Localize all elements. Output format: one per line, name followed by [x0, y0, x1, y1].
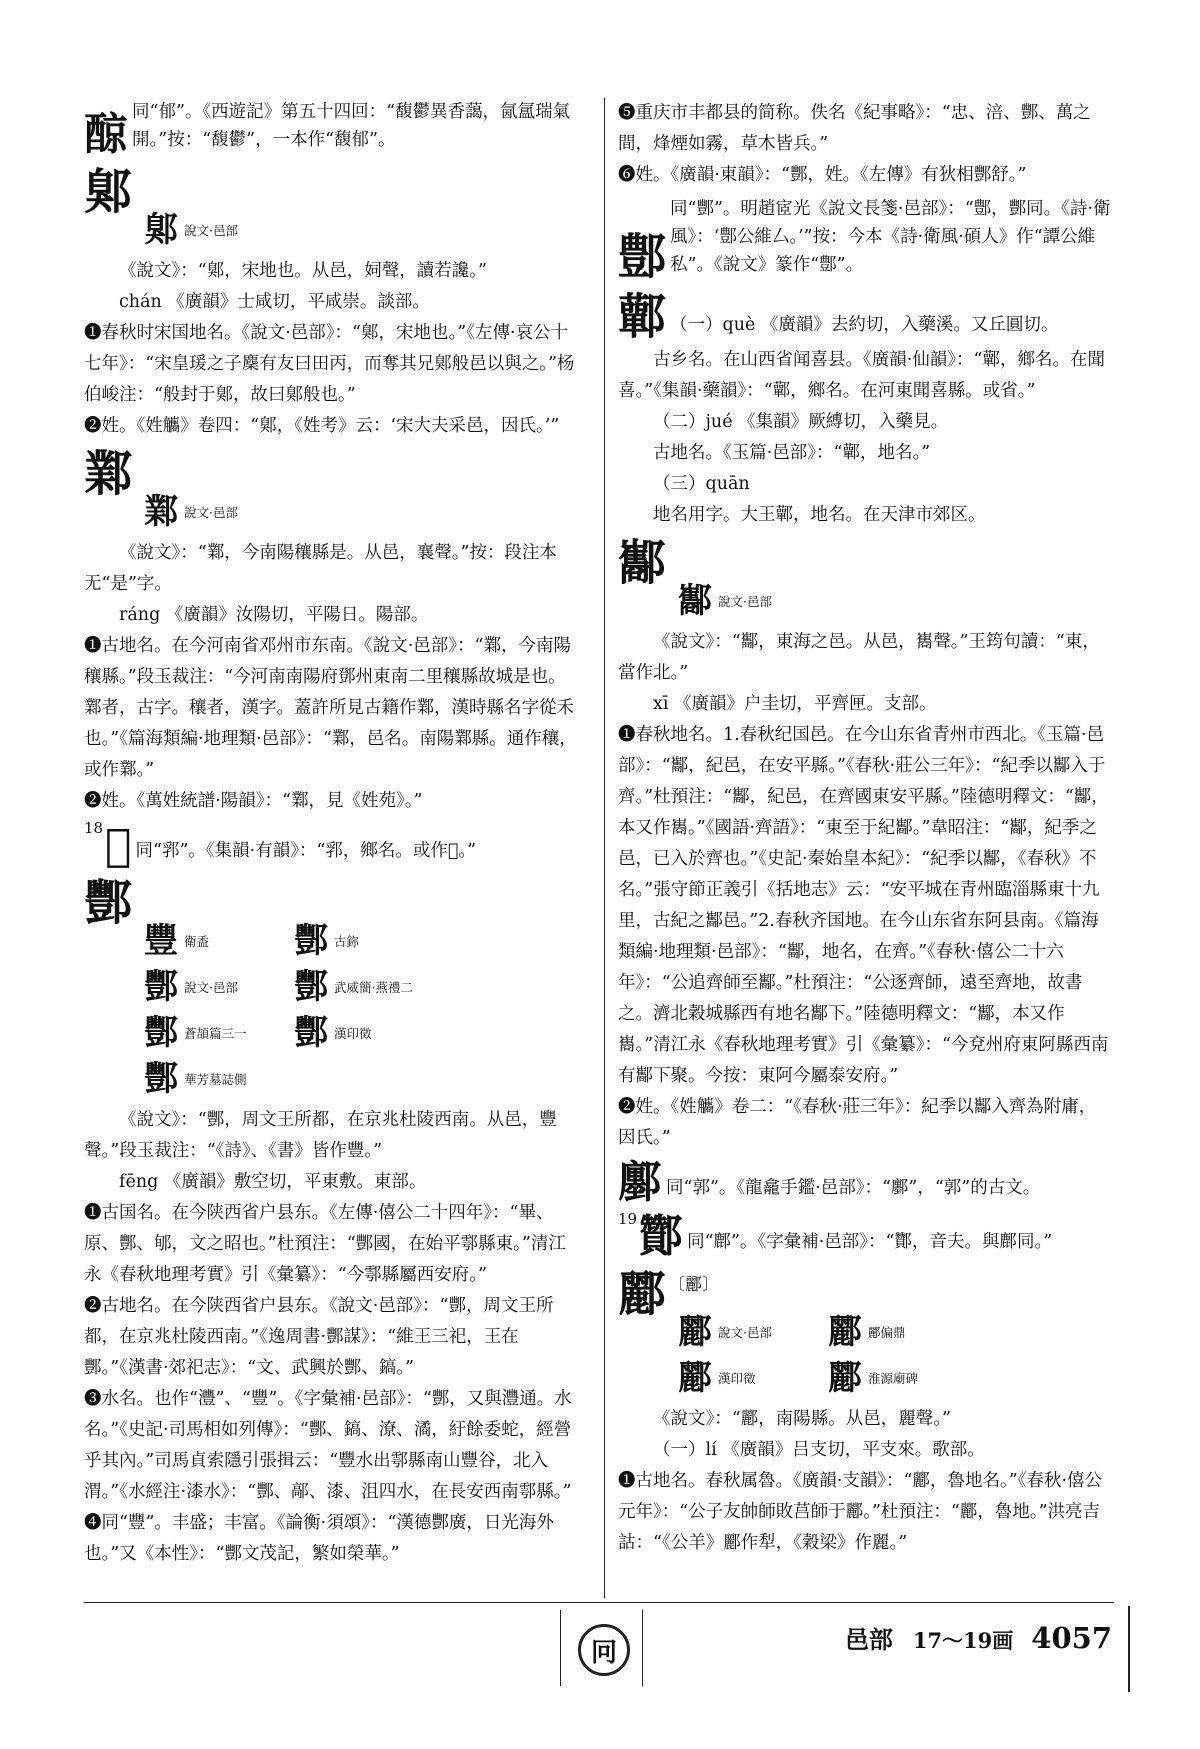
headword: 酈 — [618, 1266, 667, 1322]
pronunciation: （一）lí 《廣韻》吕支切，平支來。歌部。 — [653, 1440, 985, 1460]
variant-form: 〔酈〕 — [668, 1275, 720, 1295]
seal-form — [144, 492, 264, 532]
sense: ❷姓。《萬姓統譜·陽韻》：“鄴，見《姓苑》。” — [84, 791, 423, 811]
seal-source: 漢印徵 — [718, 1371, 756, 1386]
seal-source: 古鉨 — [334, 934, 360, 949]
headword: 鄓 — [84, 164, 133, 220]
seal-forms — [84, 492, 578, 538]
seal-form — [144, 1059, 264, 1099]
seal-source: 武威簡·燕禮二 — [334, 980, 413, 995]
seal-glyph: 酆 — [144, 967, 178, 1007]
seal-source: 酈偏鼎 — [868, 1325, 906, 1340]
definition-inline: 同“郛”。《集韻·有韻》：“郛，鄉名。或作𨞬。” — [135, 841, 477, 861]
logo-bar-left — [560, 1610, 561, 1686]
pronunciation: chán 《廣韻》士咸切，平咸崇。談部。 — [119, 292, 430, 312]
seal-form — [828, 1312, 948, 1352]
seal-glyph: 酈 — [678, 1358, 712, 1398]
sense: ❷姓。《姓觿》卷二：“《春秋·莊三年》：紀季以酅入齊為附庸，因氏。” — [618, 1097, 1097, 1148]
seal-source: 說文·邑部 — [184, 980, 238, 995]
seal-forms — [618, 581, 1112, 627]
page-number: 4057 — [1031, 1621, 1112, 1655]
stroke-count: 19 — [618, 1210, 638, 1228]
entry-5 — [84, 875, 578, 1570]
sense: ❺重庆市丰都县的简称。佚名《紀事略》：“忠、涪、酆、萬之間，烽煙如霧，草木皆兵。” — [618, 103, 1091, 154]
sense: ❶古国名。在今陕西省户县东。《左傳·僖公二十四年》：“畢、原、酆、郇，文之昭也。”杜預注：“酆國，在始平鄠縣東。”清江永《春秋地理考實》引《彙纂》：“今鄠縣屬西安府。” — [84, 1203, 566, 1285]
sense: ❶古地名。春秋属魯。《廣韻·支韻》：“酈，魯地名。”《春秋·僖公元年》：“公子友帥師敗莒師于酈。”杜預注：“酈，魯地。”洪亮吉詁：“《公羊》酈作犁，《穀梁》作麗。” — [618, 1471, 1103, 1553]
seal-source: 漢印徵 — [334, 1026, 372, 1041]
entry-4 — [84, 821, 578, 871]
sense: ❻姓。《廣韻·東韻》：“酆，姓。《左傳》有狄相酆舒。” — [618, 165, 1027, 185]
seal-glyph: 鄴 — [144, 492, 178, 532]
sense: ❶春秋地名。1.春秋纪国邑。在今山东省青州市西北。《玉篇·邑部》：“酅，紀邑，在安平縣。”《春秋·莊公三年》：“紀季以酅入于齊。”杜預注：“酅，紀邑，在齊國東安平縣。”陸德明釋文：“酅，本又作巂。”《國語·齊語》：“東至于紀酅。”韋昭注：“酅，紀季之邑，已入於齊也。”《史記·秦始皇本紀》：“紀季以酅，《春秋》不名。”張守節正義引《括地志》云：“安平城在青州臨淄縣東十九里，古紀之酅邑。”2.春秋齐国地。在今山东省东阿县南。《篇海類編·地理類·邑部》：“酅，地名，在齊。”《春秋·僖公二十六年》：“公追齊師至酅。”杜預注：“公逐齊師，遠至齊地，故書之。濟北穀城縣西有地名酅下。”陸德明釋文：“酅，本又作巂。”清江永《春秋地理考實》引《彙纂》：“今兗州府東阿縣西南有酅下聚。今按：東阿今屬泰安府。” — [618, 725, 1109, 1086]
seal-forms — [84, 210, 578, 256]
entry-2 — [84, 164, 578, 442]
reading: （二）jué 《集韻》厥縛切，入藥見。 — [653, 412, 949, 432]
seal-form — [294, 967, 414, 1007]
sense: ❶春秋时宋国地名。《說文·邑部》：“鄓，宋地也。”《左傳·哀公十七年》：“宋皇瑗之子麇有友曰田丙，而奪其兄鄓般邑以與之。”杨伯峻注：“般封于鄓，故曰鄓般也。” — [84, 323, 575, 405]
entry-head — [618, 1158, 1112, 1208]
seal-source: 華芳墓誌側 — [184, 1072, 247, 1087]
sense: ❷姓。《姓觿》卷四：“鄓，《姓考》云：‘宋大夫采邑，因氏。’” — [84, 416, 560, 436]
headword: 鄴 — [84, 446, 133, 502]
headword: 鄷 — [618, 229, 667, 285]
seal-glyph: 酈 — [828, 1358, 862, 1398]
paragraph: 《說文》：“酆，周文王所都，在京兆杜陵西南。从邑，豐聲。”段玉裁注：“《詩》、《書》皆作豐。” — [84, 1110, 557, 1161]
entry-head — [618, 289, 1112, 345]
definition-inline: 同“郁”。《西遊記》第五十四回：“馥鬱異香藹，氤氲瑞氣開。”按：“馥鬱”，一本作“馥郁”。 — [132, 102, 571, 150]
seal-form — [294, 921, 414, 961]
seal-glyph: 酆 — [144, 1013, 178, 1053]
seal-glyph: 酈 — [678, 1312, 712, 1352]
entry-head — [84, 821, 578, 871]
seal-source: 蒼頡篇三一 — [184, 1026, 247, 1041]
entry-head — [618, 195, 1112, 285]
seal-form — [144, 921, 264, 961]
headword: 𨞬 — [105, 820, 132, 871]
running-footer — [836, 1620, 1112, 1655]
seal-source: 說文·邑部 — [184, 223, 238, 238]
headword: 䣼 — [84, 109, 128, 160]
radical-label: 邑部 — [844, 1625, 893, 1654]
headword: 酆 — [84, 875, 133, 931]
left-column — [84, 98, 578, 1574]
entry-11 — [618, 1212, 1112, 1262]
seal-form — [144, 967, 264, 1007]
seal-form — [144, 210, 264, 250]
seal-forms — [618, 1312, 1112, 1404]
sense: 古地名。《玉篇·邑部》：“鄿，地名。” — [653, 443, 931, 463]
sense: ❷古地名。在今陕西省户县东。《說文·邑部》：“酆，周文王所都，在京兆杜陵西南。”《逸周書·酆謀》：“維王三祀，王在酆。”《漢書·郊祀志》：“文、武興於酆、鎬。” — [84, 1296, 554, 1378]
pronunciation: fēng 《廣韻》敷空切，平東敷。東部。 — [119, 1172, 427, 1192]
pronunciation: ráng 《廣韻》汝陽切，平陽日。陽部。 — [119, 605, 429, 625]
logo-bar-right — [642, 1610, 643, 1686]
sense: 古乡名。在山西省闻喜县。《廣韻·仙韻》：“鄿，鄉名。在聞喜。”《集韻·藥韻》：“鄿，鄉名。在河東聞喜縣。或省。” — [618, 350, 1106, 401]
entry-8 — [618, 289, 1112, 531]
definition-inline: 同“酆”。明趙宧光《說文長箋·邑部》：“鄷，酆同。《詩·衛風》：‘鄷公維厶。’”按：今本《詩·衛風·碩人》作“譚公維私”。《說文》篆作“鄷”。 — [670, 199, 1111, 275]
paragraph: 《說文》：“酈，南陽縣。从邑，麗聲。” — [653, 1409, 951, 1429]
entry-continued — [618, 98, 1112, 191]
paragraph: 《說文》：“鄴，今南陽穰縣是。从邑，襄聲。”按：段注本无“是”字。 — [84, 543, 557, 594]
paragraph: 《說文》：“鄓，宋地也。从邑，㚸聲，讀若讒。” — [119, 261, 487, 281]
reading: （三）quān — [653, 474, 750, 494]
footer-rule — [84, 1602, 1114, 1603]
definition-inline: （一）què 《廣韻》去約切，入藥溪。又丘圓切。 — [670, 315, 1059, 335]
seal-form — [294, 1013, 414, 1053]
sense: ❸水名。也作“灃”、“豐”。《字彙補·邑部》：“酆，又與灃通。水名。”《史記·司馬相如列傳》：“酆、鎬、潦、潏，紆餘委蛇，經營乎其內。”司馬貞索隱引張揖云：“豐水出鄠縣南山豐谷，北入渭。”《水經注·漆水》：“酆、鄗、漆、沮四水，在長安西南鄠縣。” — [84, 1389, 572, 1502]
sense: ❶古地名。在今河南省邓州市东南。《說文·邑部》：“鄴，今南陽穰縣。”段玉裁注：“今河南南陽府鄧州東南二里穰縣故城是也。鄴者，古字。穰者，漢字。蓋許所見古籍作鄴，漢時縣名字從禾也。”《篇海類編·地理類·邑部》：“鄴，邑名。南陽鄴縣。通作穰，或作鄴。” — [84, 636, 577, 780]
headword: 酇 — [639, 1211, 684, 1262]
entry-10 — [618, 1158, 1112, 1208]
seal-source: 說文·邑部 — [718, 1325, 772, 1340]
definition-inline: 同“郭”。《龍龕手鑑·邑部》：“鄽”，“郭”的古文。 — [666, 1178, 1041, 1198]
publisher-logo: 冋 — [578, 1624, 630, 1676]
seal-form — [678, 1312, 798, 1352]
seal-form — [144, 1013, 264, 1053]
entry-9 — [618, 535, 1112, 1154]
sense: ❹同“豐”。丰盛；丰富。《論衡·須頌》：“漢德酆廣，日光海外也。”又《本性》：“酆文茂記，繁如榮華。” — [84, 1513, 554, 1564]
entry-1 — [84, 98, 578, 160]
headword: 酅 — [618, 535, 667, 591]
headword: 鄽 — [618, 1157, 662, 1208]
entry-head — [618, 1212, 1112, 1262]
seal-glyph: 酆 — [294, 921, 328, 961]
seal-source: 衛盉 — [184, 934, 210, 949]
entry-3 — [84, 446, 578, 817]
seal-source: 淮源廟碑 — [868, 1371, 919, 1386]
seal-glyph: 酅 — [678, 581, 712, 621]
seal-forms — [84, 921, 578, 1105]
seal-glyph: 酆 — [144, 1059, 178, 1099]
seal-glyph: 酆 — [294, 967, 328, 1007]
seal-source: 說文·邑部 — [184, 505, 238, 520]
stroke-count: 18 — [84, 819, 104, 837]
seal-glyph: 豐 — [144, 921, 178, 961]
footer-edge-rule — [1128, 1606, 1130, 1692]
paragraph: 《說文》：“酅，東海之邑。从邑，巂聲。”王筠句讀：“東，當作北。” — [618, 632, 1100, 683]
seal-glyph: 鄓 — [144, 210, 178, 250]
sense: 地名用字。大王鄿，地名。在天津市郊区。 — [653, 505, 986, 525]
seal-source: 說文·邑部 — [718, 594, 772, 609]
entry-7 — [618, 195, 1112, 285]
seal-glyph: 酆 — [294, 1013, 328, 1053]
column-divider — [604, 98, 605, 1598]
entry-head — [84, 98, 578, 160]
seal-form — [828, 1358, 948, 1398]
seal-glyph: 酈 — [828, 1312, 862, 1352]
pronunciation: xī 《廣韻》户圭切，平齊匣。支部。 — [653, 694, 937, 714]
headword: 鄿 — [618, 289, 667, 345]
definition-inline: 同“鄜”。《字彙補·邑部》：“酇，音夫。與鄜同。” — [687, 1232, 1053, 1252]
seal-form — [678, 581, 798, 621]
seal-form — [678, 1358, 798, 1398]
entry-12 — [618, 1266, 1112, 1559]
right-column — [618, 98, 1112, 1563]
stroke-range: 17～19画 — [912, 1628, 1014, 1653]
